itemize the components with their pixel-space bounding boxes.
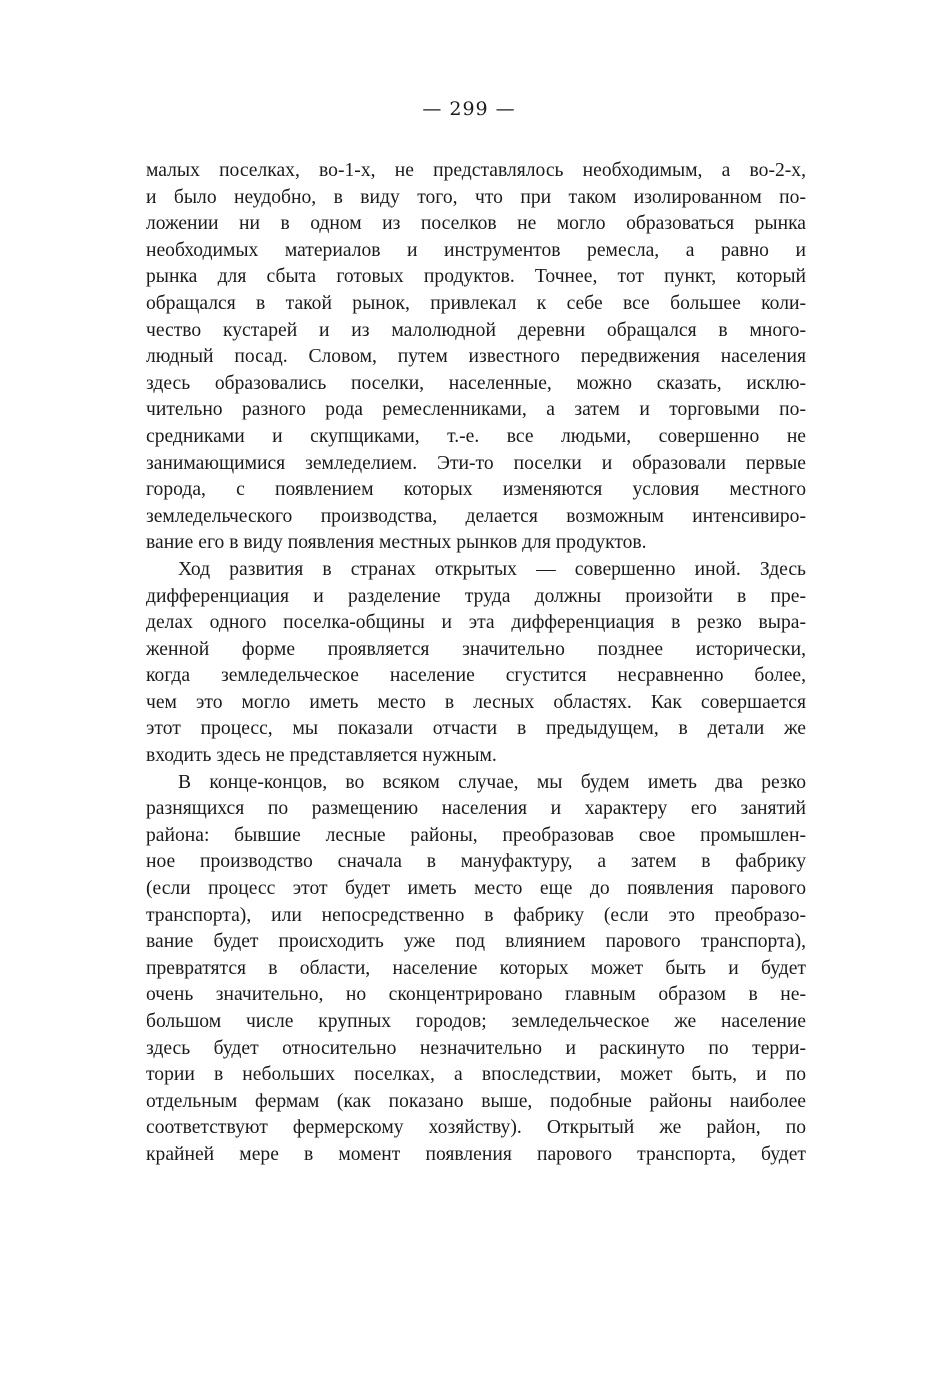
text-line: делах одного поселка-общины и эта дифференциация в резко выра-: [146, 612, 806, 634]
text-line: малых поселках, во-1-х, не представлялось необходимым, а во-2-х,: [146, 160, 806, 181]
text-line: крайней мере в момент появления парового транспорта, будет: [146, 1143, 806, 1165]
text-line: людный посад. Словом, путем известного передвижения населения: [146, 346, 806, 368]
text-line: здесь будет относительно незначительно и раскинуто по терри-: [146, 1037, 806, 1059]
text-line: занимающимися земледелием. Эти-то поселки и образовали первые: [146, 452, 806, 474]
text-line: обращался в такой рынок, привлекал к себе все большее коли-: [146, 292, 806, 314]
text-line: ное производство сначала в мануфактуру, а затем в фабрику: [146, 851, 806, 873]
text-line: земледельческого производства, делается возможным интенсивиро-: [146, 505, 806, 527]
text-line: чество кустарей и из малолюдной деревни обращался в много-: [146, 319, 806, 341]
text-line: большом числе крупных городов; земледельческое же население: [146, 1011, 806, 1032]
text-line: очень значительно, но сконцентрировано главным образом в не-: [146, 984, 806, 1006]
text-line: этот процесс, мы показали отчасти в предыдущем, в детали же: [146, 718, 806, 740]
text-line: дифференциация и разделение труда должны произойти в пре-: [146, 585, 806, 607]
text-line: здесь образовались поселки, населенные, можно сказать, исклю-: [146, 372, 806, 394]
text-line: соответствуют фермерскому хозяйству). Открытый же район, по: [146, 1117, 806, 1139]
page-number: — 299 —: [422, 98, 516, 120]
text-line: разнящихся по размещению населения и характеру его занятий: [146, 798, 806, 820]
text-line: чем это могло иметь место в лесных областях. Как совершается: [146, 691, 806, 713]
body-text: [146, 158, 806, 1169]
text-line: средниками и скупщиками, т.-е. все людьми, совершенно не: [146, 425, 806, 447]
text-line: рынка для сбыта готовых продуктов. Точнее, тот пункт, который: [146, 266, 806, 288]
text-line: и было неудобно, в виду того, что при таком изолированном по-: [146, 186, 806, 208]
text-line: тории в небольших поселках, а впоследствии, может быть, и по: [146, 1064, 806, 1086]
text-line: превратятся в области, население которых может быть и будет: [146, 957, 806, 979]
text-line: чительно разного рода ремесленниками, а затем и торговыми по-: [146, 399, 806, 421]
text-line: (если процесс этот будет иметь место еще до появления парового: [146, 878, 806, 900]
text-line: отдельным фермам (как показано выше, подобные районы наиболее: [146, 1090, 806, 1112]
paragraph-end-line: вание его в виду появления местных рынков для продуктов.: [146, 532, 647, 554]
text-line: женной форме проявляется значительно позднее исторически,: [146, 638, 806, 660]
paragraph-end-line: входить здесь не представляется нужным.: [146, 745, 497, 767]
paragraph-start-line: Ход развития в странах открытых — совершенно иной. Здесь: [178, 558, 806, 580]
text-line: города, с появлением которых изменяются условия местного: [146, 479, 806, 501]
text-line: транспорта), или непосредственно в фабрику (если это преобразо-: [146, 904, 806, 926]
text-line: ложении ни в одном из поселков не могло образоваться рынка: [146, 213, 806, 235]
text-line: когда земледельческое население сгустится несравненно более,: [146, 665, 806, 687]
text-line: района: бывшие лесные районы, преобразовав свое промышлен-: [146, 824, 806, 846]
text-line: вание будет происходить уже под влиянием парового транспорта),: [146, 931, 806, 953]
paragraph-start-line: В конце-концов, во всяком случае, мы будем иметь два резко: [178, 771, 806, 793]
text-line: необходимых материалов и инструментов ремесла, а равно и: [146, 239, 806, 261]
